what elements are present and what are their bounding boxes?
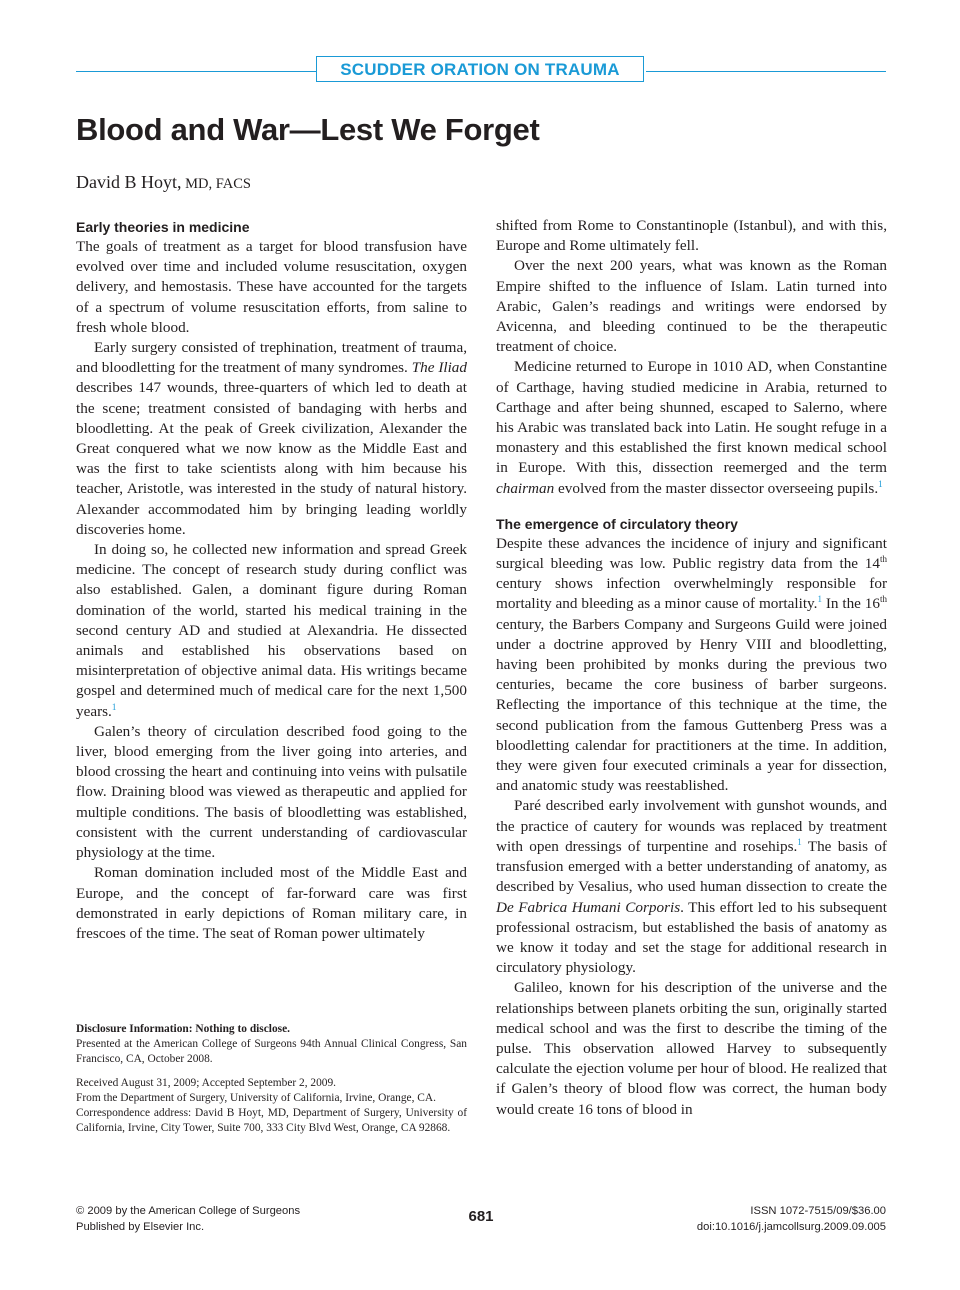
publisher: Published by Elsevier Inc. bbox=[76, 1220, 205, 1233]
italic-title: De Fabrica Humani Corporis bbox=[496, 898, 681, 916]
article-notes bbox=[76, 1022, 467, 1136]
doi: doi:10.1016/j.jamcollsurg.2009.09.005 bbox=[696, 1220, 886, 1233]
issn: ISSN 1072-7515/09/$36.00 bbox=[750, 1205, 886, 1217]
paragraph: In doing so, he collected new information and spread Greek medicine. The concept of research study during conflict was also established. Galen, a dominant figure during Roman domination of the world, started his medical training in the second century AD and studied at Alexandria. He dissected animals and established his observations based on misinterpretation of objective animal data. His writings became gospel and determined much of medical care for the next 1,500 years.$^1$ bbox=[76, 541, 467, 720]
affiliation-note: From the Department of Surgery, University of California, Irvine, Orange, CA. bbox=[76, 1091, 436, 1104]
article-title: Blood and War—Lest We Forget bbox=[76, 112, 540, 147]
reference-link[interactable]: 1 bbox=[797, 836, 802, 847]
paragraph: shifted from Rome to Constantinople (Istanbul), and with this, Europe and Rome ultimately fell. bbox=[496, 217, 887, 255]
banner-rule-right bbox=[646, 71, 886, 72]
italic-title: The Iliad bbox=[411, 359, 467, 377]
footer-left bbox=[76, 1204, 300, 1235]
banner-rule-left bbox=[76, 71, 316, 72]
paragraph: Roman domination included most of the Middle East and Europe, and the concept of far-forward care was first demonstrated in early depictions of Roman military care, in frescoes of the time. The seat of Roman power ultimately bbox=[76, 864, 467, 942]
author-name: David B Hoyt, bbox=[76, 172, 182, 192]
correspondence-note: Correspondence address: David B Hoyt, MD, Department of Surgery, University of California, Irvine, City Tower, Suite 700, 333 City Blvd West, Orange, CA 92868. bbox=[76, 1107, 467, 1135]
presented-note: Presented at the American College of Surgeons 94th Annual Clinical Congress, San Francisco, CA, October 2008. bbox=[76, 1038, 467, 1066]
banner-label: SCUDDER ORATION ON TRAUMA bbox=[340, 60, 620, 79]
left-column bbox=[76, 218, 467, 944]
author-line bbox=[76, 172, 251, 193]
paragraph: Despite these advances the incidence of injury and significant surgical bleeding was low. Public registry data from the 14th century shows infection overwhelmingly responsible for mortality and bleeding as a minor cause of mortality.$^1$ In the 16th century, the Barbers Company and Surgeons Guild were joined under a doctrine approved by Henry VIII and bloodletting, having been prohibited by monks during the previous two centuries, became the core business of barber surgeons. Reflecting the importance of this technique at the time, the second publication from the famous Guttenberg Press was a bloodletting calendar for practitioners at the time. In addition, they were given four executed criminals a year for dissection, and anatomic study was reestablished. bbox=[496, 534, 887, 795]
section-heading: The emergence of circulatory theory bbox=[496, 515, 738, 532]
received-note: Received August 31, 2009; Accepted September 2, 2009. bbox=[76, 1076, 337, 1089]
page-number: 681 bbox=[468, 1208, 494, 1225]
reference-link[interactable]: 1 bbox=[878, 478, 883, 489]
reference-link[interactable]: 1 bbox=[817, 594, 822, 605]
paragraph: Paré described early involvement with gunshot wounds, and the practice of cautery for wounds was replaced by treatment with open dressings of turpentine and rosehips.$^1$ The basis of transfusion emerged with a better understanding of anatomy, as described by Vesalius, who used human dissection to create the De Fabrica Humani Corporis. This effort led to his subsequent professional ostracism, but established the basis of anatomy as we know it today and set the stage for additional research in circulatory physiology. bbox=[496, 797, 888, 977]
paragraph: The goals of treatment as a target for blood transfusion have evolved over time and included volume resuscitation, oxygen delivery, and hemostasis. These have accounted for the targets of a spectrum of volume resuscitation efforts, from saline to fresh whole blood. bbox=[76, 238, 467, 336]
footer-right bbox=[697, 1204, 886, 1235]
paragraph: Early surgery consisted of trephination, treatment of trauma, and bloodletting for the treatment of many syndromes. The Iliad describes 147 wounds, three-quarters of which led to death at the scene; treatment consisted of bandaging with herbs and bloodletting. At the peak of Greek civilization, Alexander the Great conquered what we now know as the Middle East and was the first to take scientists along with him because his teacher, Aristotle, was interested in the study of natural history. Alexander accommodated him by bringing leading worldly discoveries home. bbox=[76, 339, 467, 538]
paragraph: Medicine returned to Europe in 1010 AD, when Constantine of Carthage, having studied medicine in Arabia, returned to Carthage and after being shunned, escaped to Salerno, where his Arabic was translated back into Latin. He sought refuge in a monastery and this established the first known medical school in Europe. With this, dissection reemerged and the term chairman evolved from the master dissector overseeing pupils.$^1$ bbox=[496, 358, 887, 497]
section-heading: Early theories in medicine bbox=[76, 219, 250, 235]
page-footer bbox=[76, 1204, 886, 1236]
italic-term: chairman bbox=[496, 479, 555, 497]
right-column bbox=[496, 216, 887, 1120]
reference-link[interactable]: 1 bbox=[111, 701, 117, 712]
disclosure-note: Disclosure Information: Nothing to disclose. bbox=[76, 1023, 290, 1035]
paragraph: Galen’s theory of circulation described food going to the liver, blood emerging from the liver going into arteries, and blood crossing the heart and continuing into veins with pulsatile flow. Draining blood was viewed as therapeutic and applied for multiple conditions. The basis of bloodletting was established, consistent with the current understanding of cardiovascular physiology at the time. bbox=[76, 722, 467, 862]
author-credentials: MD, FACS bbox=[181, 176, 251, 192]
paragraph: Galileo, known for his description of the universe and the relationships between planets orbiting the sun, originally started medical school and was the first to describe the timing of the pulse. This observation allowed Harvey to subsequently calculate the ejection volume per hour of blood. He realized that if Galen’s theory of blood flow was correct, the human body would create 16 tons of blood in bbox=[496, 979, 887, 1118]
paragraph: Over the next 200 years, what was known as the Roman Empire shifted to the influence of Islam. Latin turned into Arabic, Galen’s readings and writings were endorsed by Avicenna, and bleeding continued to be the therapeutic treatment of choice. bbox=[496, 257, 887, 356]
section-banner bbox=[76, 56, 886, 84]
copyright: © 2009 by the American College of Surgeons bbox=[76, 1205, 301, 1217]
